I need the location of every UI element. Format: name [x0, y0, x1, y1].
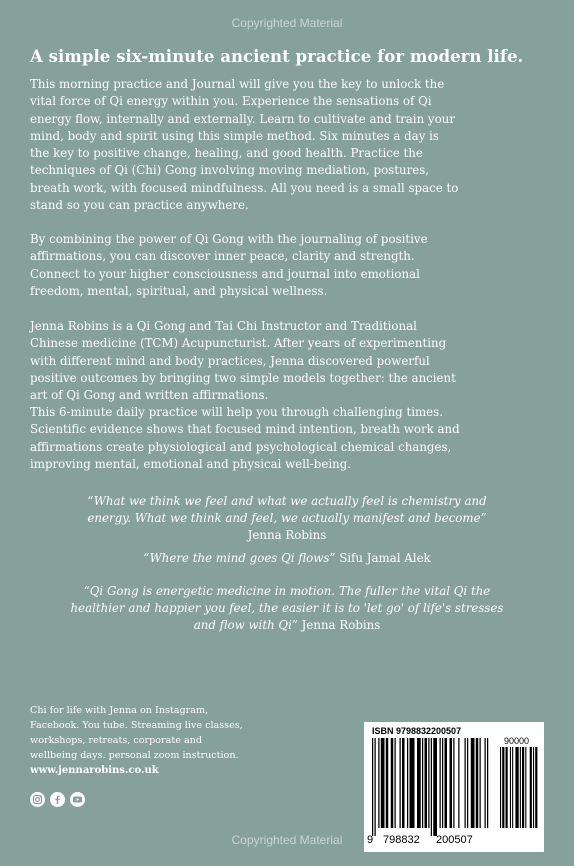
- quote-line: energy. What we think and feel, we actually manifest and become”: [87, 511, 487, 525]
- text-line: stand so you can practice anywhere.: [30, 198, 249, 213]
- text-line: improving mental, emotional and physical well-being.: [30, 456, 351, 471]
- text-line: energy flow, internally and externally. Learn to cultivate and train your: [30, 111, 455, 126]
- barcode-digit-group-1: 798832: [383, 834, 420, 846]
- social-icons: [30, 792, 85, 807]
- description-paragraph-1: [30, 76, 554, 214]
- text-line: with different mind and body practices, Jenna discovered powerful: [30, 353, 430, 368]
- text-line: workshops, retreats, corporate and: [30, 735, 202, 746]
- quote-author: Jenna Robins: [247, 528, 327, 542]
- text-line: mind, body and spirit using this simple method. Six minutes a day is: [30, 128, 439, 143]
- text-line: Jenna Robins is a Qi Gong and Tai Chi Instructor and Traditional: [30, 319, 417, 333]
- text-line: affirmations create physiological and psychological chemical changes,: [30, 439, 452, 454]
- instagram-icon: [30, 792, 45, 807]
- description-paragraph-2: [30, 231, 554, 300]
- back-cover-headline: A simple six-minute ancient practice for modern life.: [30, 46, 524, 66]
- barcode-digit-group-2: 200507: [436, 834, 473, 846]
- quote-line: and flow with Qi”: [193, 618, 298, 632]
- social-promo-text: [30, 703, 350, 763]
- quote-1: [30, 493, 544, 544]
- text-line: Facebook. You tube. Streaming live classes,: [30, 720, 243, 731]
- text-line: Chinese medicine (TCM) Acupuncturist. After years of experimenting: [30, 336, 447, 351]
- facebook-icon: [50, 792, 65, 807]
- text-line: freedom, mental, spiritual, and physical wellness.: [30, 283, 328, 298]
- text-line: art of Qi Gong and written affirmations.: [30, 388, 269, 403]
- author-bio-paragraph: [30, 318, 554, 404]
- text-line: By combining the power of Qi Gong with the journaling of positive: [30, 232, 428, 246]
- youtube-icon: [70, 792, 85, 807]
- text-line: breath work, with focused mindfulness. All you need is a small space to: [30, 180, 459, 195]
- text-line: Scientific evidence shows that focused mind intention, breath work and: [30, 422, 460, 437]
- benefits-paragraph: [30, 404, 554, 473]
- copyright-watermark-top: Copyrighted Material: [231, 16, 343, 30]
- text-line: affirmations, you can discover inner peace, clarity and strength.: [30, 249, 415, 264]
- quote-line: healthier and happier you feel, the easier it is to 'let go' of life's stresses: [70, 601, 504, 615]
- quote-2: [30, 550, 544, 567]
- isbn-label: ISBN 9798832200507: [372, 726, 462, 736]
- text-line: This morning practice and Journal will give you the key to unlock the: [30, 77, 445, 91]
- barcode-addon-bars: [500, 747, 540, 836]
- barcode-bars: [372, 738, 494, 836]
- quote-line: “What we think we feel and what we actually feel is chemistry and: [87, 494, 487, 508]
- quote-line: “Qi Gong is energetic medicine in motion. The fuller the vital Qi the: [83, 584, 491, 598]
- text-line: vital force of Qi energy within you. Experience the sensations of Qi: [30, 94, 432, 109]
- quote-author: Sifu Jamal Alek: [335, 551, 431, 565]
- text-line: wellbeing days. personal zoom instruction.: [30, 750, 239, 761]
- barcode-digit-first: 9: [367, 834, 374, 846]
- quote-author: Jenna Robins: [297, 618, 381, 632]
- text-line: This 6-minute daily practice will help you through challenging times.: [30, 405, 443, 419]
- text-line: techniques of Qi (Chi) Gong involving moving mediation, postures,: [30, 163, 430, 178]
- text-line: Connect to your higher consciousness and journal into emotional: [30, 266, 420, 281]
- text-line: positive outcomes by bringing two simple models together: the ancient: [30, 370, 456, 385]
- quote-line: “Where the mind goes Qi flows”: [143, 551, 336, 565]
- quote-3: [30, 583, 544, 634]
- website-url: www.jennarobins.co.uk: [30, 765, 159, 776]
- text-line: Chi for life with Jenna on Instagram,: [30, 705, 209, 716]
- price-code: 90000: [504, 736, 530, 746]
- text-line: the key to positive change, healing, and good health. Practice the: [30, 146, 423, 161]
- copyright-watermark-bottom: Copyrighted Material: [231, 833, 343, 847]
